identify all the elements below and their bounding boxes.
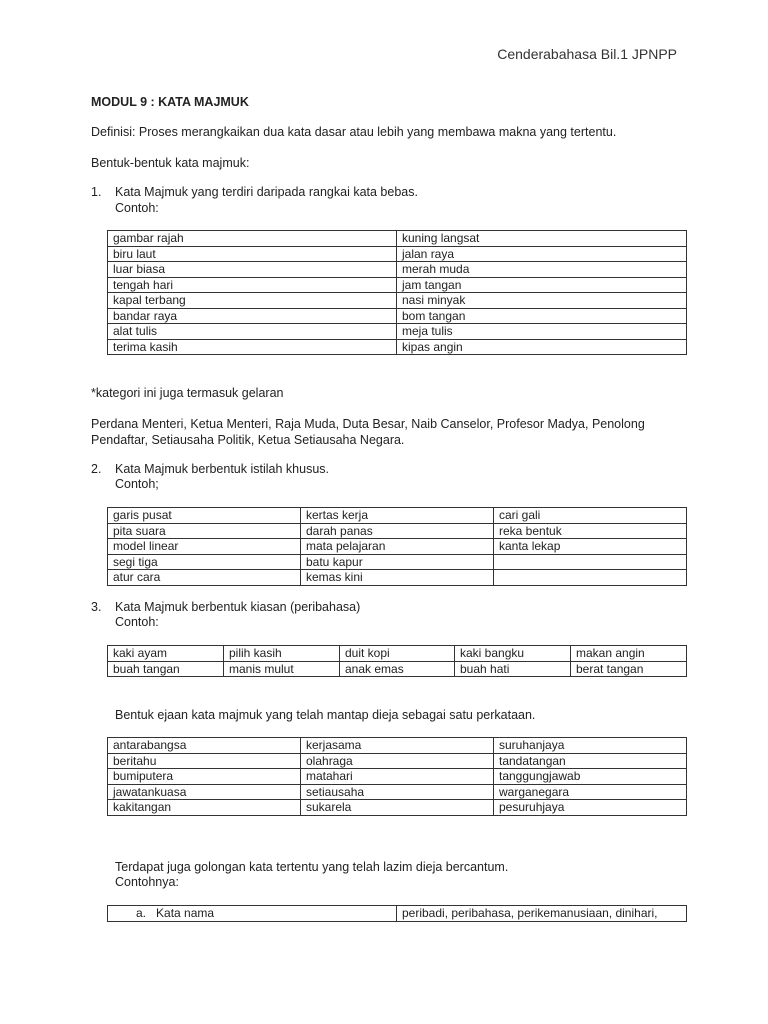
table-cell: garis pusat <box>108 508 301 524</box>
table-cell: bandar raya <box>108 308 397 324</box>
table-cell: berat tangan <box>571 661 687 677</box>
section2-heading-text: Kata Majmuk berbentuk istilah khusus. <box>115 462 329 476</box>
table-row <box>108 231 687 247</box>
table-cell: merah muda <box>397 262 687 278</box>
table-cell: luar biasa <box>108 262 397 278</box>
table-cell: suruhanjaya <box>494 738 687 754</box>
table-cell: jalan raya <box>397 246 687 262</box>
table-cell: anak emas <box>340 661 455 677</box>
table-row <box>108 753 687 769</box>
table-cell: setiausaha <box>301 784 494 800</box>
titles-line-2: Pendaftar, Setiausaha Politik, Ketua Setiausaha Negara. <box>91 433 405 447</box>
table-cell: sukarela <box>301 800 494 816</box>
table-cell: peribadi, peribahasa, perikemanusiaan, dinihari, <box>397 906 687 922</box>
table-row <box>108 277 687 293</box>
section3-heading-text: Kata Majmuk berbentuk kiasan (peribahasa) <box>115 600 361 614</box>
table-cell: darah panas <box>301 523 494 539</box>
table-cell: kerjasama <box>301 738 494 754</box>
table-row <box>108 539 687 555</box>
table-cell: matahari <box>301 769 494 785</box>
table-cell: duit kopi <box>340 646 455 662</box>
table-row <box>108 308 687 324</box>
table-cell: reka bentuk <box>494 523 687 539</box>
table-row <box>108 661 687 677</box>
section1-example-label: Contoh: <box>115 201 159 215</box>
table-cell: jam tangan <box>397 277 687 293</box>
table-cell: cari gali <box>494 508 687 524</box>
group-label: Kata nama <box>156 906 215 921</box>
table-cell: terima kasih <box>108 339 397 355</box>
table-cell: antarabangsa <box>108 738 301 754</box>
section1-heading <box>91 185 418 199</box>
table-cell: kipas angin <box>397 339 687 355</box>
section3-heading <box>91 600 360 614</box>
table-cell: pilih kasih <box>224 646 340 662</box>
table-row <box>108 769 687 785</box>
forms-intro: Bentuk-bentuk kata majmuk: <box>91 156 250 170</box>
section1-number: 1. <box>91 185 102 199</box>
table-cell: meja tulis <box>397 324 687 340</box>
section3-example-label: Contoh: <box>115 615 159 629</box>
table-row <box>108 262 687 278</box>
table-cell: kapal terbang <box>108 293 397 309</box>
definition-text: Definisi: Proses merangkaikan dua kata dasar atau lebih yang membawa makna yang tertentu. <box>91 125 617 139</box>
group-letter: a. <box>136 906 147 921</box>
table-cell: model linear <box>108 539 301 555</box>
table-row <box>108 800 687 816</box>
table-cell: kertas kerja <box>301 508 494 524</box>
table-row <box>108 554 687 570</box>
table-cell <box>494 554 687 570</box>
table-cell: makan angin <box>571 646 687 662</box>
table-cell: mata pelajaran <box>301 539 494 555</box>
table-row <box>108 324 687 340</box>
section3-number: 3. <box>91 600 102 614</box>
table-cell: pesuruhjaya <box>494 800 687 816</box>
table-cell: kaki ayam <box>108 646 224 662</box>
table-cell: pita suara <box>108 523 301 539</box>
group-example-label: Contohnya: <box>115 875 179 889</box>
table-cell: warganegara <box>494 784 687 800</box>
table-cell: nasi minyak <box>397 293 687 309</box>
table-cell: buah hati <box>455 661 571 677</box>
section1-table <box>107 230 687 355</box>
page-title: MODUL 9 : KATA MAJMUK <box>91 95 249 109</box>
group-note: Terdapat juga golongan kata tertentu yang telah lazim dieja bercantum. <box>115 860 509 874</box>
table-row <box>108 508 687 524</box>
section3-table <box>107 645 687 677</box>
section2-heading <box>91 462 329 476</box>
table-row <box>108 646 687 662</box>
table-cell: tengah hari <box>108 277 397 293</box>
table-row <box>108 784 687 800</box>
table-cell: bumiputera <box>108 769 301 785</box>
table-cell: batu kapur <box>301 554 494 570</box>
table-cell: kuning langsat <box>397 231 687 247</box>
table-row <box>108 246 687 262</box>
table-cell: biru laut <box>108 246 397 262</box>
table-cell: atur cara <box>108 570 301 586</box>
table-cell: segi tiga <box>108 554 301 570</box>
table-row <box>108 738 687 754</box>
table-cell: bom tangan <box>397 308 687 324</box>
table-cell: kaki bangku <box>455 646 571 662</box>
table-cell: olahraga <box>301 753 494 769</box>
category-note: *kategori ini juga termasuk gelaran <box>91 386 284 400</box>
group-table <box>107 905 687 922</box>
table-cell: tanggungjawab <box>494 769 687 785</box>
table-row <box>108 523 687 539</box>
table-cell <box>108 906 397 922</box>
section1-heading-text: Kata Majmuk yang terdiri daripada rangkai kata bebas. <box>115 185 418 199</box>
table-cell: tandatangan <box>494 753 687 769</box>
table-cell: gambar rajah <box>108 231 397 247</box>
titles-line-1: Perdana Menteri, Ketua Menteri, Raja Muda, Duta Besar, Naib Canselor, Profesor Madya, Penolong <box>91 417 645 431</box>
section2-example-label: Contoh; <box>115 477 159 491</box>
table-cell: buah tangan <box>108 661 224 677</box>
table-cell: manis mulut <box>224 661 340 677</box>
table-cell: alat tulis <box>108 324 397 340</box>
table-cell: jawatankuasa <box>108 784 301 800</box>
table-cell: kanta lekap <box>494 539 687 555</box>
table-cell: kakitangan <box>108 800 301 816</box>
table-cell <box>494 570 687 586</box>
table-row <box>108 906 687 922</box>
table-cell: beritahu <box>108 753 301 769</box>
page-header: Cenderabahasa Bil.1 JPNPP <box>497 46 677 62</box>
table-cell: kemas kini <box>301 570 494 586</box>
section2-number: 2. <box>91 462 102 476</box>
spelling-note: Bentuk ejaan kata majmuk yang telah mantap dieja sebagai satu perkataan. <box>115 708 536 722</box>
table-row <box>108 293 687 309</box>
table-row <box>108 339 687 355</box>
spelling-table <box>107 737 687 816</box>
section2-table <box>107 507 687 586</box>
table-row <box>108 570 687 586</box>
